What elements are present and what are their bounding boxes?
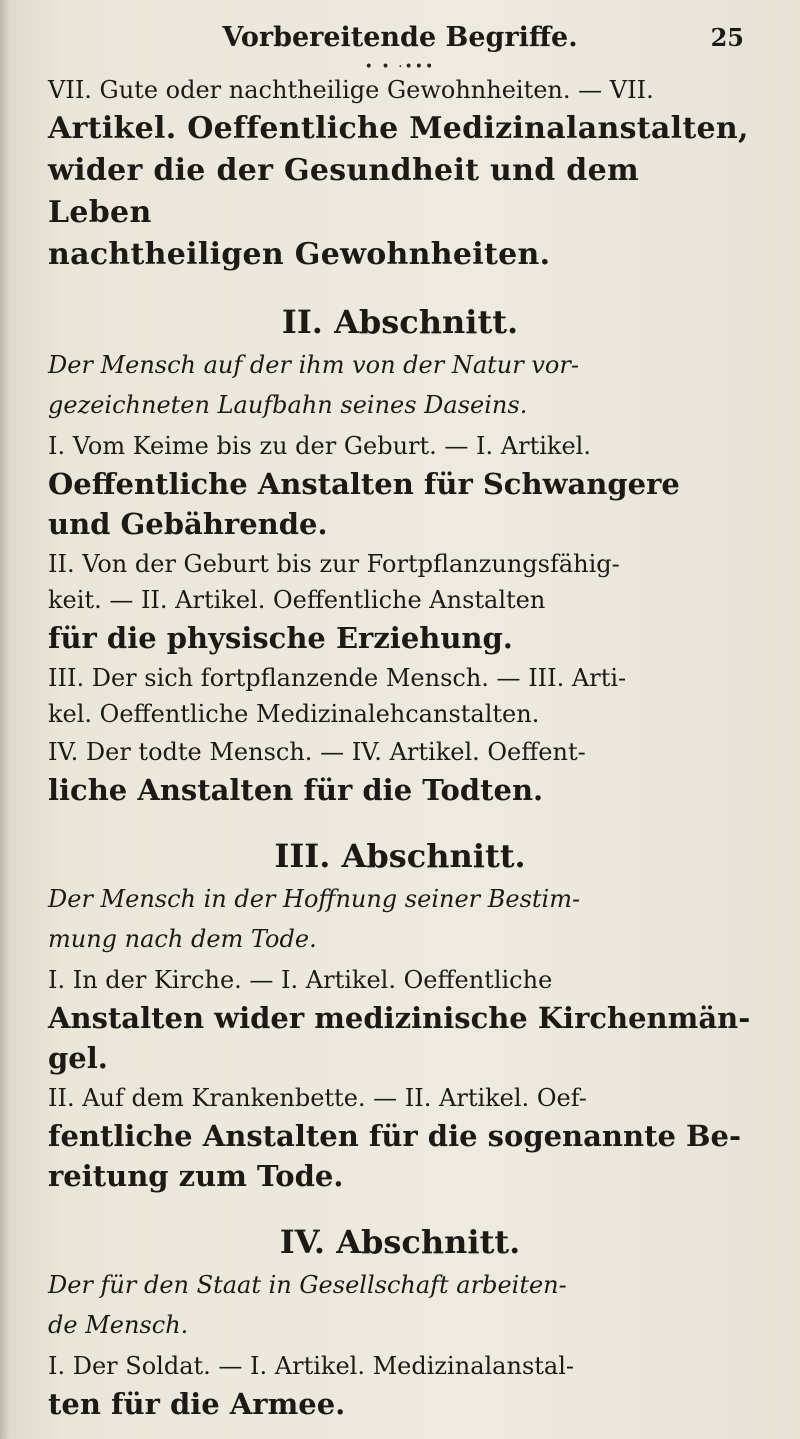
- section-subtitle-line: Der Mensch auf der ihm von der Natur vor-: [48, 351, 579, 379]
- intro-entry: [48, 72, 752, 276]
- list-item: [48, 1080, 752, 1196]
- entry-bold-line: reitung zum Tode.: [48, 1159, 344, 1193]
- list-item: [48, 428, 752, 544]
- entry-bold-line: ten für die Armee.: [48, 1387, 346, 1421]
- entry-bold-line: gel.: [48, 1041, 108, 1075]
- entry-bold-line: Oeffentliche Anstalten für Schwangere: [48, 467, 680, 501]
- entry-text-line: kel. Oeffentliche Medizinalehcanstalten.: [48, 700, 540, 728]
- intro-ref-line: VII. Gute oder nachtheilige Gewohnheiten. — VII.: [48, 76, 654, 104]
- section-subtitle-line: mung nach dem Tode.: [48, 925, 317, 953]
- intro-heading-line: nachtheiligen Gewohnheiten.: [48, 237, 551, 272]
- entry-text-line: IV. Der todte Mensch. — IV. Artikel. Oeffent-: [48, 738, 586, 766]
- section-subtitle-line: gezeichneten Laufbahn seines Daseins.: [48, 391, 528, 419]
- section-subtitle-line: Der für den Staat in Gesellschaft arbeiten-: [48, 1271, 567, 1299]
- list-item: [48, 962, 752, 1078]
- printer-marks: • • ·•••: [364, 59, 436, 75]
- entry-text-line: I. Der Soldat. — I. Artikel. Medizinalanstal-: [48, 1352, 574, 1380]
- list-item: [48, 1348, 752, 1424]
- running-head: [48, 14, 752, 62]
- entry-text-line: I. Vom Keime bis zu der Geburt. — I. Artikel.: [48, 432, 591, 460]
- section-title: III. Abschnitt.: [274, 837, 526, 875]
- section-subtitle-line: Der Mensch in der Hoffnung seiner Bestim-: [48, 885, 581, 913]
- entry-text-line: I. In der Kirche. — I. Artikel. Oeffentliche: [48, 966, 553, 994]
- section-iii: [48, 834, 752, 1196]
- list-item: [48, 546, 752, 658]
- section-title: IV. Abschnitt.: [279, 1223, 521, 1261]
- list-item: [48, 660, 752, 732]
- binding-shadow: [0, 0, 10, 1439]
- section-title: II. Abschnitt.: [281, 303, 519, 341]
- entry-text-line: keit. — II. Artikel. Oeffentliche Anstalten: [48, 586, 546, 614]
- entry-bold-line: Anstalten wider medizinische Kirchenmän-: [48, 1001, 751, 1035]
- entry-text-line: II. Von der Geburt bis zur Fortpflanzungsfähig-: [48, 550, 620, 578]
- section-subtitle-line: de Mensch.: [48, 1311, 189, 1339]
- page-number: 25: [710, 23, 744, 52]
- section-ii: [48, 300, 752, 810]
- intro-heading-line: Artikel. Oeffentliche Medizinalanstalten,: [48, 111, 749, 146]
- section-iv: [48, 1220, 752, 1424]
- list-item: [48, 734, 752, 810]
- entry-bold-line: für die physische Erziehung.: [48, 621, 513, 655]
- running-head-title: Vorbereitende Begriffe.: [222, 22, 578, 53]
- intro-heading-line: wider die der Gesundheit und dem Leben: [48, 153, 639, 230]
- entry-text-line: III. Der sich fortpflanzende Mensch. — III. Arti-: [48, 664, 627, 692]
- entry-bold-line: und Gebährende.: [48, 507, 328, 541]
- entry-text-line: II. Auf dem Krankenbette. — II. Artikel. Oef-: [48, 1084, 587, 1112]
- entry-bold-line: fentliche Anstalten für die sogenannte Be-: [48, 1119, 742, 1153]
- entry-bold-line: liche Anstalten für die Todten.: [48, 773, 544, 807]
